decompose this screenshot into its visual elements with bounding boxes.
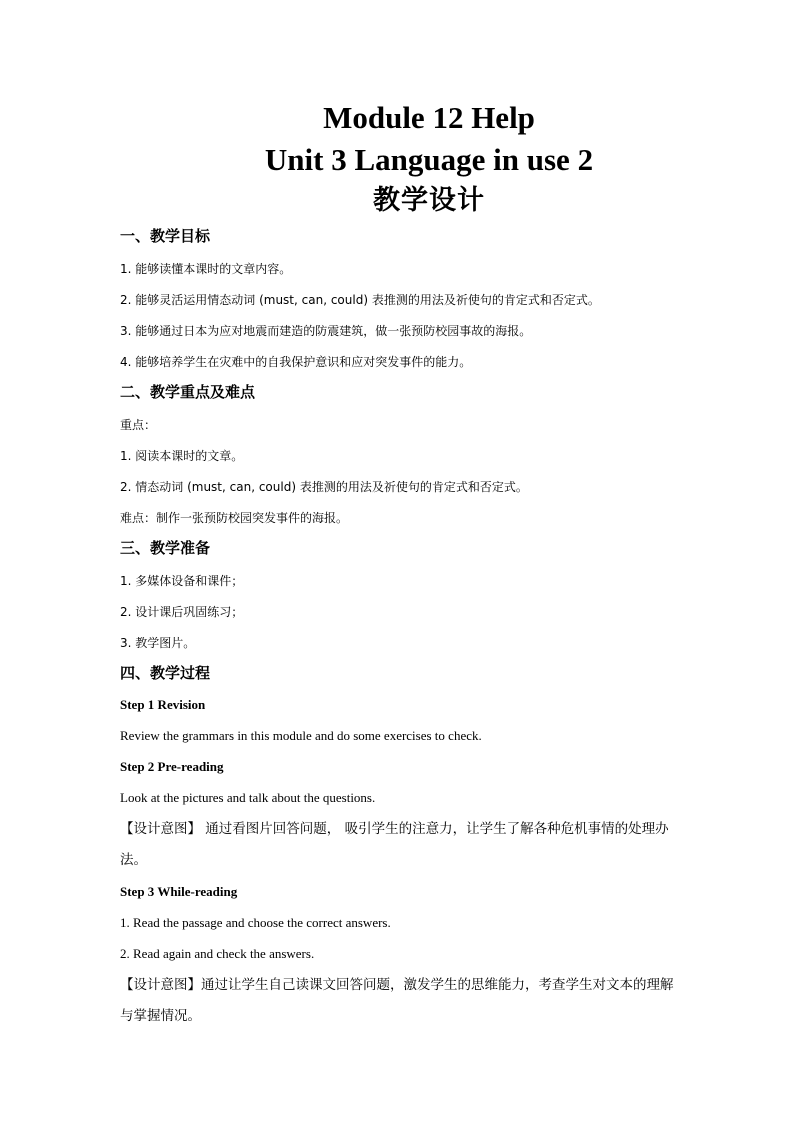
- step3-design-intent: 【设计意图】通过让学生自己读课文回答问题，激发学生的思维能力，考查学生对文本的理解与掌握情况。: [120, 977, 674, 1024]
- document-title: 教学设计: [373, 185, 485, 216]
- objective-item: 3. 能够通过日本为应对地震而建造的防震建筑，做一张预防校园事故的海报。: [120, 324, 532, 338]
- step3-title: Step 3 While-reading: [120, 884, 238, 899]
- step3-item: 1. Read the passage and choose the correct answers.: [120, 915, 391, 930]
- preparation-item: 1. 多媒体设备和课件；: [120, 574, 244, 588]
- section-heading-key-points: 二、教学重点及难点: [120, 383, 256, 401]
- preparation-item: 2. 设计课后巩固练习；: [120, 605, 244, 619]
- key-point-item: 1. 阅读本课时的文章。: [120, 449, 244, 463]
- module-title: Module 12 Help: [323, 100, 535, 135]
- section-heading-process: 四、教学过程: [120, 664, 211, 682]
- step1-title: Step 1 Revision: [120, 697, 206, 712]
- step2-title: Step 2 Pre-reading: [120, 759, 224, 774]
- objective-item: 2. 能够灵活运用情态动词 (must, can, could) 表推测的用法及祈使句的肯定式和否定式。: [120, 293, 600, 307]
- key-points-label: 重点：: [120, 418, 157, 432]
- preparation-item: 3. 教学图片。: [120, 636, 196, 650]
- objective-item: 4. 能够培养学生在灾难中的自我保护意识和应对突发事件的能力。: [120, 355, 472, 369]
- unit-title: Unit 3 Language in use 2: [264, 142, 594, 177]
- step3-item: 2. Read again and check the answers.: [120, 946, 315, 961]
- section-heading-preparation: 三、教学准备: [120, 539, 211, 557]
- key-point-item: 2. 情态动词 (must, can, could) 表推测的用法及祈使句的肯定式和否定式。: [120, 480, 528, 494]
- section-heading-objectives: 一、教学目标: [120, 227, 211, 245]
- step1-text: Review the grammars in this module and do some exercises to check.: [120, 728, 482, 743]
- difficulty-text: 难点：制作一张预防校园突发事件的海报。: [120, 511, 349, 525]
- objective-item: 1. 能够读懂本课时的文章内容。: [120, 262, 292, 276]
- step2-text: Look at the pictures and talk about the questions.: [120, 790, 376, 805]
- step2-design-intent: 【设计意图】 通过看图片回答问题， 吸引学生的注意力，让学生了解各种危机事情的处理办法。: [120, 821, 669, 868]
